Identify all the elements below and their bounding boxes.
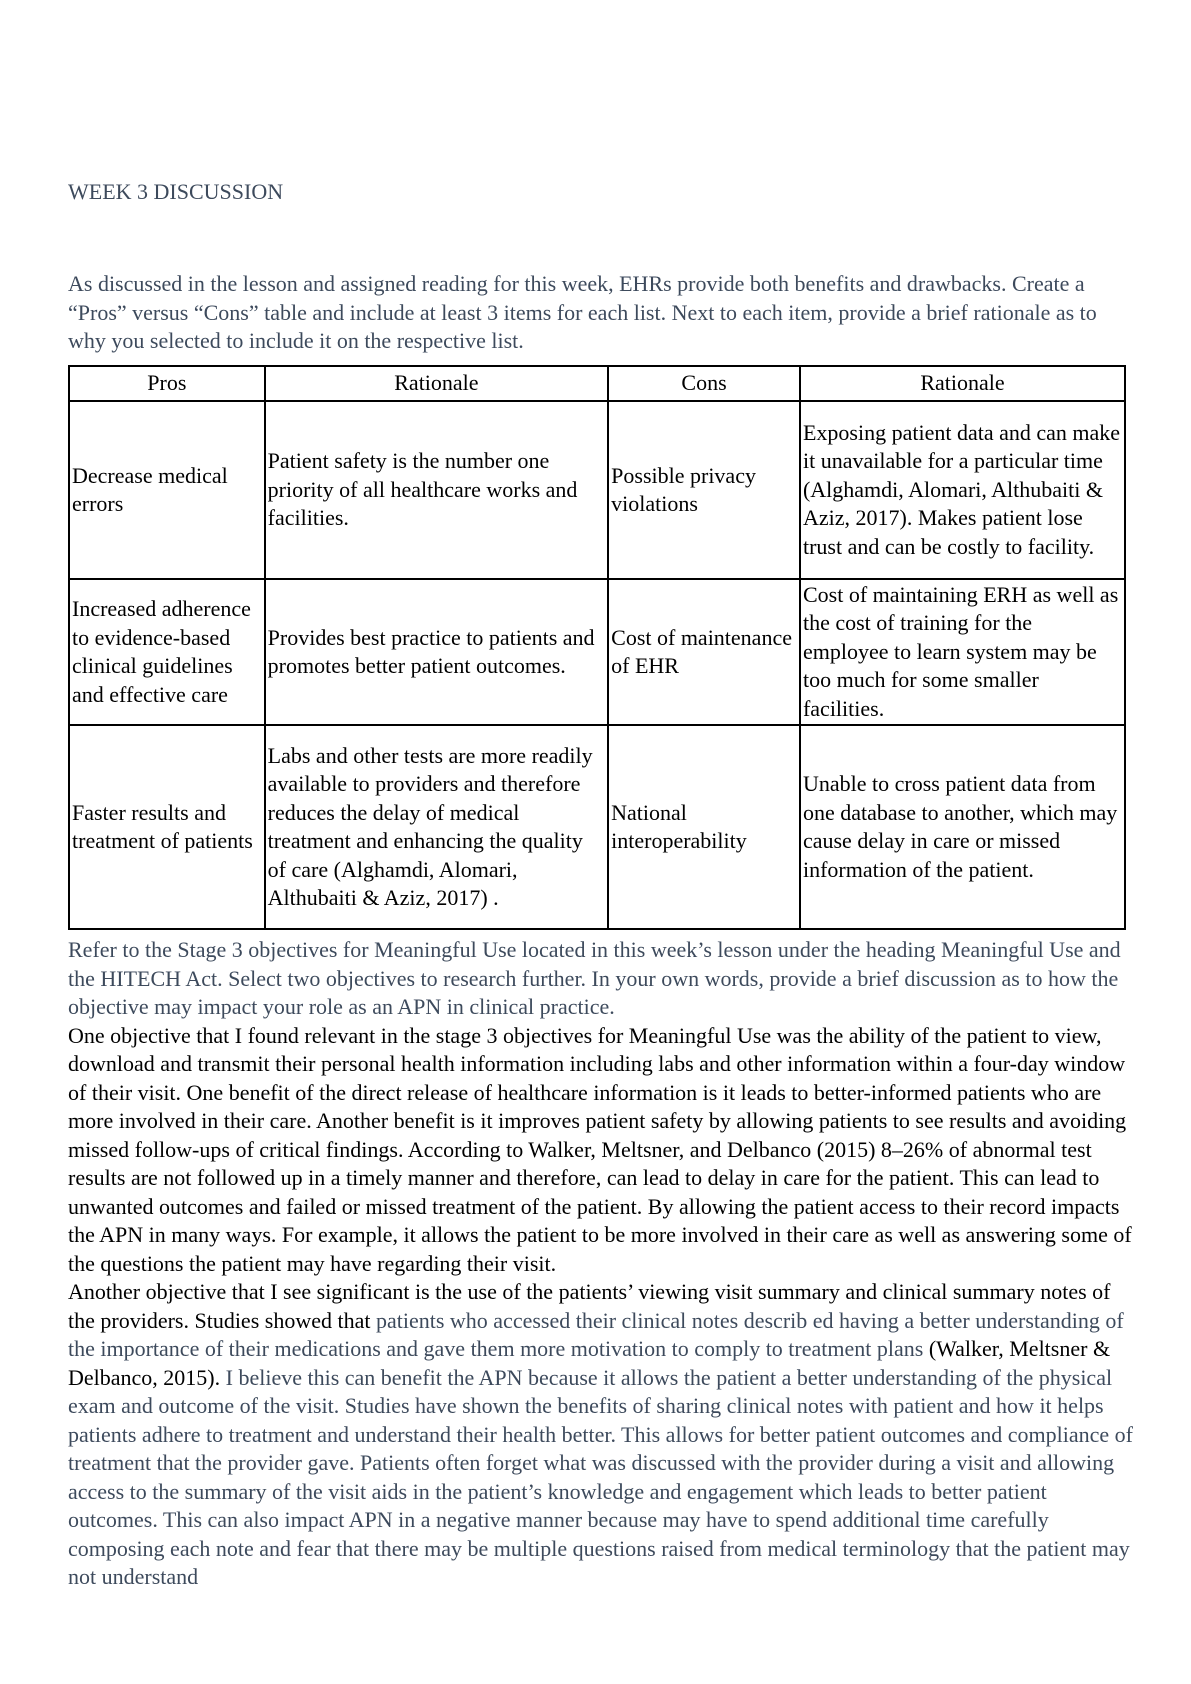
pro-rationale-cell: Provides best practice to patients and promotes better patient outcomes. [265, 579, 608, 725]
pro-cell: Decrease medical errors [69, 401, 265, 579]
paragraph-second-study: patients who accessed their clinical notes describ ed having a better understanding of the importance of their medications and gave them more motivation to comply to treatment plans [68, 1307, 1124, 1361]
con-rationale-cell: Cost of maintaining ERH as well as the cost of training for the employee to learn system may be too much for some smaller facilities. [800, 579, 1125, 725]
pro-rationale-cell: Patient safety is the number one priority of all healthcare works and facilities. [265, 401, 608, 579]
con-cell: Cost of maintenance of EHR [608, 579, 800, 725]
table-row [69, 579, 1125, 725]
paragraph-second-intro: Another objective that I see significant is the use of the patients’ viewing visit summary and clinical summary notes of the providers. Studies showed that [68, 1279, 1111, 1333]
table-row [69, 401, 1125, 579]
con-rationale-cell: Unable to cross patient data from one database to another, which may cause delay in care or missed information of the patient. [800, 725, 1125, 929]
table-row [69, 725, 1125, 929]
con-cell: Possible privacy violations [608, 401, 800, 579]
paragraph-first-objective: One objective that I found relevant in the stage 3 objectives for Meaningful Use was the ability of the patient to view, download and transmit their personal health information including labs and other information within a four-day window of their visit. One benefit of the direct release of healthcare information is it leads to better-informed patients who are more involved in their care. Another benefit is it improves patient safety by allowing patients to see results and avoiding missed follow-ups of critical findings. According to Walker, Meltsner, and Delbanco (2015) 8–26% of abnormal test results are not followed up in a timely manner and therefore, can lead to delay in care for the patient. This can lead to unwanted outcomes and failed or missed treatment of the patient. By allowing the patient access to their record impacts the APN in many ways. For example, it allows the patient to be more involved in their care as well as answering some of the questions the patient may have regarding their visit. [68, 1022, 1132, 1276]
prompt-text: As discussed in the lesson and assigned reading for this week, EHRs provide both benefits and drawbacks. Create a “Pros” versus “Cons” table and include at least 3 items for each list. Next to each item, provide a brief rationale as to why you selected to include it on the respective list. [68, 271, 1097, 353]
discussion-body [68, 936, 1134, 1592]
pro-rationale-cell: Labs and other tests are more readily available to providers and therefore reduces the delay of medical treatment and enhancing the quality of care (Alghamdi, Alomari, Althubaiti & Aziz, 2017) . [265, 725, 608, 929]
paragraph-second-rest: I believe this can benefit the APN because it allows the patient a better understanding of the physical exam and outcome of the visit. Studies have shown the benefits of sharing clinical notes with patient and how it helps patients adhere to treatment and understand their health better. This allows for better patient outcomes and compliance of treatment that the provider gave. Patients often forget what was discussed with the provider during a visit and allowing access to the summary of the visit aids in the patient’s knowledge and engagement which leads to better patient outcomes. This can also impact APN in a negative manner because may have to spend additional time carefully composing each note and fear that there may be multiple questions raised from medical terminology that the patient may not understand [68, 1364, 1134, 1589]
con-cell: National interoperability [608, 725, 800, 929]
header-pros-rationale: Rationale [265, 366, 608, 401]
pro-cell: Increased adherence to evidence-based clinical guidelines and effective care [69, 579, 265, 725]
paragraph-second-objective [68, 1278, 1134, 1592]
pros-cons-table [68, 365, 1126, 930]
paragraph-second-citation: (Walker, Meltsner & Delbanco, 2015). [68, 1336, 1111, 1390]
objectives-prompt: Refer to the Stage 3 objectives for Meaningful Use located in this week’s lesson under the heading Meaningful Use and the HITECH Act. Select two objectives to research further. In your own words, provide a brief discussion as to how the objective may impact your role as an APN in clinical practice. [68, 937, 1121, 1019]
pro-cell: Faster results and treatment of patients [69, 725, 265, 929]
table-header-row [69, 366, 1125, 401]
con-rationale-cell: Exposing patient data and can make it unavailable for a particular time (Alghamdi, Alomari, Althubaiti & Aziz, 2017). Makes patient lose trust and can be costly to facility. [800, 401, 1125, 579]
header-pros: Pros [69, 366, 265, 401]
assignment-prompt [68, 270, 1128, 356]
header-cons: Cons [608, 366, 800, 401]
header-cons-rationale: Rationale [800, 366, 1125, 401]
page-title: WEEK 3 DISCUSSION [68, 179, 284, 204]
